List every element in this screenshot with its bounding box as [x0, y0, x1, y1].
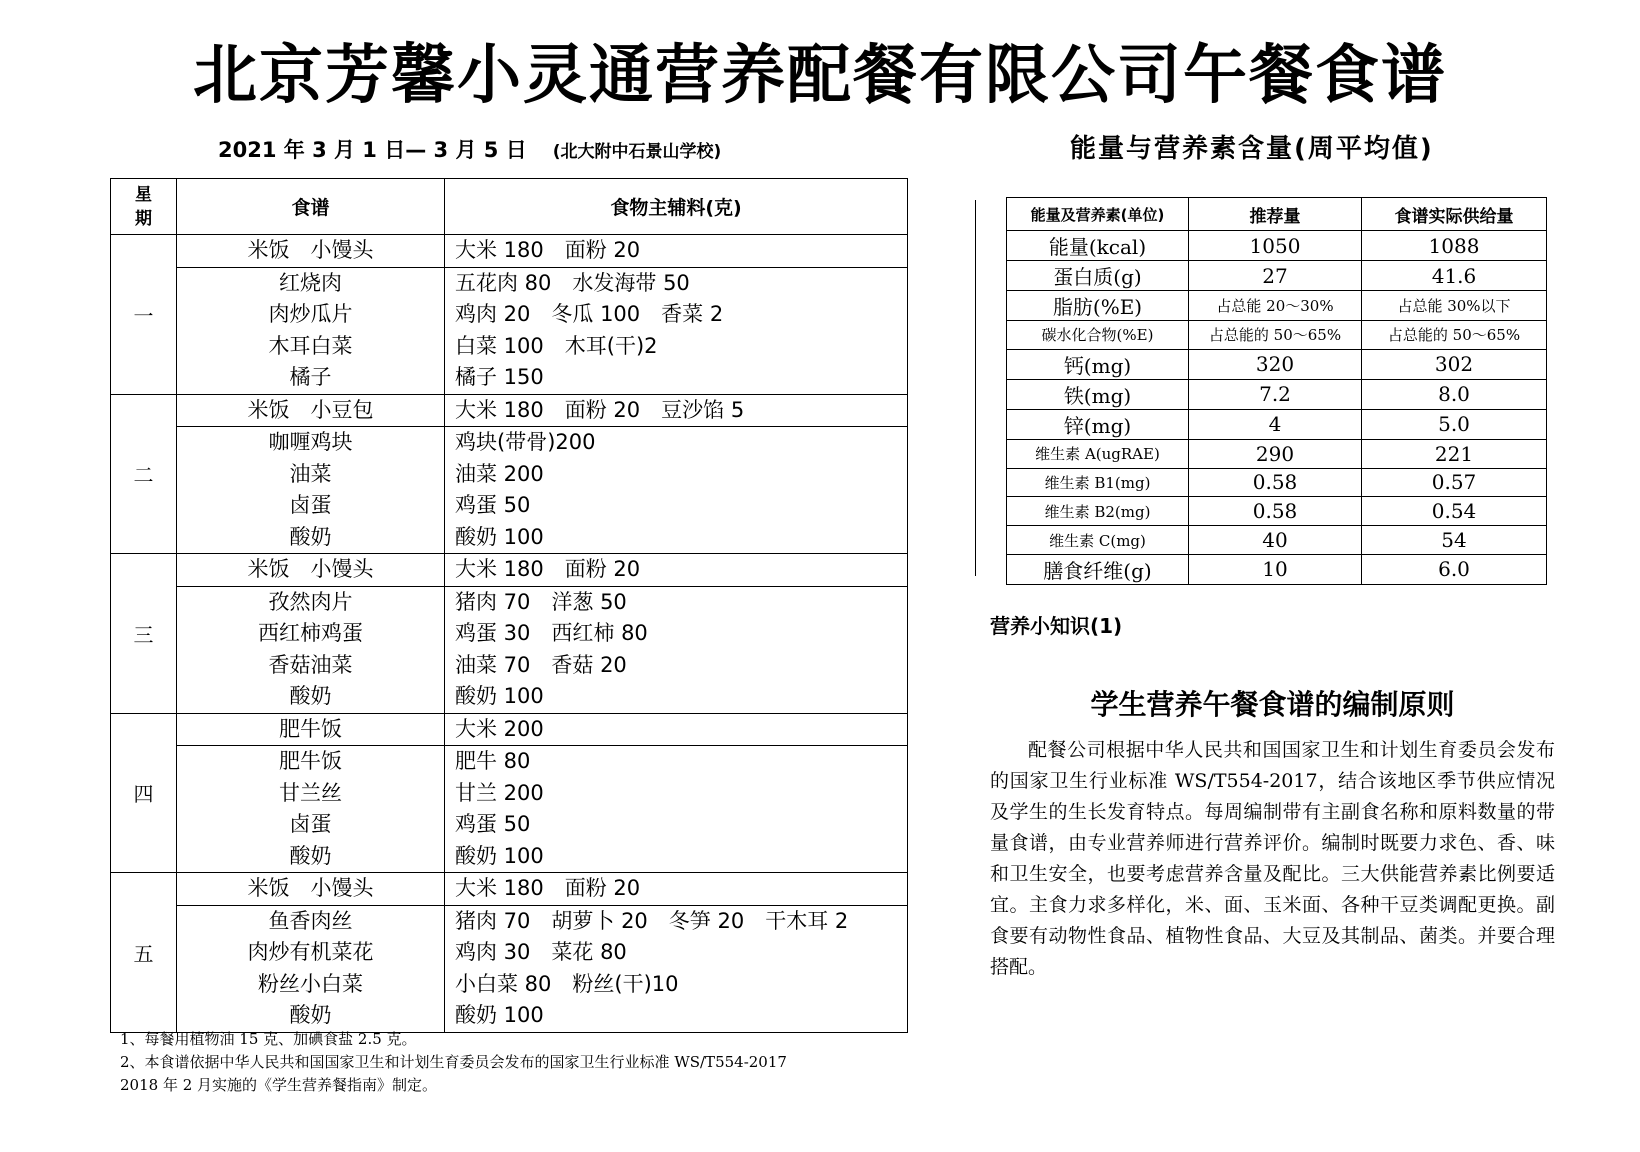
- recommended-value: 0.58: [1189, 468, 1362, 497]
- ingredients-cell: [445, 394, 908, 427]
- actual-value: 221: [1362, 439, 1547, 468]
- article-title: 学生营养午餐食谱的编制原则: [1090, 688, 1455, 721]
- dish-name: 红烧肉: [279, 270, 342, 295]
- dishes-cell: [177, 905, 445, 1032]
- actual-value: 8.0: [1362, 379, 1547, 409]
- ingredient-line: 鸡肉 30 菜花 80: [455, 940, 627, 964]
- nutrition-heading: 能量与营养素含量(周平均值): [1070, 134, 1434, 164]
- recommended-value: 290: [1189, 439, 1362, 468]
- ingredient-line: 五花肉 80 水发海带 50: [455, 270, 690, 295]
- dishes-cell: [177, 394, 445, 427]
- nutrient-name: 钙(mg): [1007, 349, 1189, 379]
- nutrition-header: 能量及营养素(单位): [1007, 198, 1189, 231]
- dish-name: 香菇油菜: [268, 652, 353, 677]
- ingredient-line: 橘子 150: [455, 365, 544, 389]
- ingredient-line: 酸奶 100: [455, 843, 544, 868]
- ingredient-line: 大米 180 面粉 20 豆沙馅 5: [455, 397, 745, 422]
- dish-name: 酸奶: [289, 684, 332, 708]
- dishes-cell: [177, 235, 445, 268]
- dish-name: 橘子: [289, 365, 332, 389]
- nutrition-row: [1007, 497, 1547, 526]
- menu-row: [111, 235, 908, 268]
- dish-name: 木耳白菜: [268, 333, 353, 358]
- day-cell: 三: [111, 554, 177, 714]
- ingredient-line: 大米 180 面粉 20: [455, 557, 641, 581]
- ingredients-cell: [445, 746, 908, 873]
- ingredient-line: 小白菜 80 粉丝(干)10: [455, 971, 679, 996]
- menu-row: [111, 873, 908, 906]
- actual-value: 54: [1362, 526, 1547, 555]
- dish-name: 酸奶: [289, 1003, 332, 1027]
- dish-name: 咖喱鸡块: [268, 430, 353, 454]
- menu-row: [111, 267, 908, 394]
- nutrient-name: 能量(kcal): [1007, 231, 1189, 261]
- actual-value: 占总能 30%以下: [1362, 291, 1547, 321]
- recommended-value: 7.2: [1189, 379, 1362, 409]
- nutrition-row: [1007, 291, 1547, 321]
- nutrient-name: 维生素 B2(mg): [1007, 497, 1189, 526]
- nutrition-row: [1007, 379, 1547, 409]
- footnote: 2018 年 2 月实施的《学生营养餐指南》制定。: [120, 1076, 438, 1094]
- nutrition-table: [1006, 197, 1547, 585]
- menu-table: [110, 178, 908, 1033]
- nutrient-name: 维生素 B1(mg): [1007, 468, 1189, 497]
- actual-value: 占总能的 50～65%: [1362, 321, 1547, 350]
- ingredient-line: 鸡块(带骨)200: [455, 430, 596, 454]
- article-body: 配餐公司根据中华人民共和国国家卫生和计划生育委员会发布的国家卫生行业标准 WS/T554-2017，结合该地区季节供应情况及学生的生长发育特点。每周编制带有主副食名称和原料数量的带量食谱，由专业营养师进行营养评价。编制时既要力求色、香、味和卫生安全，也要考虑营养含量及配比。三大供能营养素比例要适宜。主食力求多样化，米、面、玉米面、各种干豆类调配更换。副食要有动物性食品、植物性食品、大豆及其制品、菌类。并要合理搭配。: [990, 739, 1555, 978]
- footnote: 1、每餐用植物油 15 克、加碘食盐 2.5 克。: [120, 1030, 417, 1048]
- recommended-value: 0.58: [1189, 497, 1362, 526]
- dish-name: 卤蛋: [289, 493, 332, 517]
- dishes-cell: [177, 427, 445, 554]
- ingredients-cell: [445, 267, 908, 394]
- dish-name: 米饭 小豆包: [247, 397, 374, 422]
- nutrient-name: 脂肪(%E): [1007, 291, 1189, 321]
- actual-value: 302: [1362, 349, 1547, 379]
- dish-name: 米饭 小馒头: [247, 238, 374, 262]
- dishes-cell: [177, 746, 445, 873]
- nutrition-header: 推荐量: [1189, 198, 1362, 231]
- actual-value: 0.57: [1362, 468, 1547, 497]
- dishes-cell: [177, 267, 445, 394]
- recommended-value: 10: [1189, 554, 1362, 584]
- dish-name: 粉丝小白菜: [258, 971, 363, 996]
- menu-row: [111, 713, 908, 746]
- ingredient-line: 酸奶 100: [455, 524, 544, 549]
- ingredient-line: 肥牛 80: [455, 749, 531, 773]
- header-dishes: 食谱: [177, 179, 445, 235]
- menu-row: [111, 394, 908, 427]
- actual-value: 5.0: [1362, 409, 1547, 439]
- ingredient-line: 油菜 70 香菇 20: [455, 652, 627, 677]
- dish-name: 西红柿鸡蛋: [258, 621, 363, 645]
- ingredients-cell: [445, 554, 908, 587]
- recommended-value: 320: [1189, 349, 1362, 379]
- ingredient-line: 大米 200: [455, 716, 544, 741]
- ingredients-cell: [445, 713, 908, 746]
- recommended-value: 占总能 20～30%: [1189, 291, 1362, 321]
- ingredients-cell: [445, 905, 908, 1032]
- dishes-cell: [177, 554, 445, 587]
- ingredient-line: 猪肉 70 胡萝卜 20 冬笋 20 干木耳 2: [455, 908, 849, 933]
- ingredient-line: 大米 180 面粉 20: [455, 876, 641, 900]
- dish-name: 卤蛋: [289, 812, 332, 836]
- dish-name: 米饭 小馒头: [247, 876, 374, 900]
- ingredients-cell: [445, 586, 908, 713]
- ingredient-line: 鸡肉 20 冬瓜 100 香菜 2: [455, 302, 724, 326]
- ingredient-line: 白菜 100 木耳(干)2: [455, 333, 658, 358]
- day-cell: 五: [111, 873, 177, 1033]
- ingredients-cell: [445, 427, 908, 554]
- dish-name: 米饭 小馒头: [247, 557, 374, 581]
- nutrient-name: 碳水化合物(%E): [1007, 321, 1189, 350]
- recommended-value: 1050: [1189, 231, 1362, 261]
- nutrition-row: [1007, 468, 1547, 497]
- nutrient-name: 维生素 A(ugRAE): [1007, 439, 1189, 468]
- footnote: 2、本食谱依据中华人民共和国国家卫生和计划生育委员会发布的国家卫生行业标准 WS/T554-2017: [120, 1053, 787, 1071]
- day-cell: 四: [111, 713, 177, 873]
- actual-value: 6.0: [1362, 554, 1547, 584]
- page-title: 北京芳馨小灵通营养配餐有限公司午餐食谱: [193, 39, 1447, 113]
- nutrient-name: 膳食纤维(g): [1007, 554, 1189, 584]
- divider-line: [975, 200, 976, 576]
- ingredient-line: 鸡蛋 50: [455, 812, 531, 836]
- ingredient-line: 酸奶 100: [455, 684, 544, 708]
- recommended-value: 占总能的 50～65%: [1189, 321, 1362, 350]
- nutrient-name: 锌(mg): [1007, 409, 1189, 439]
- ingredient-line: 油菜 200: [455, 461, 544, 486]
- ingredient-line: 鸡蛋 30 西红柿 80: [455, 621, 648, 645]
- dish-name: 酸奶: [289, 524, 332, 549]
- nutrition-row: [1007, 231, 1547, 261]
- ingredient-line: 大米 180 面粉 20: [455, 238, 641, 262]
- date-line: [218, 134, 721, 164]
- recommended-value: 27: [1189, 261, 1362, 291]
- dish-name: 肉炒瓜片: [268, 302, 353, 326]
- actual-value: 41.6: [1362, 261, 1547, 291]
- dishes-cell: [177, 873, 445, 906]
- ingredients-cell: [445, 235, 908, 268]
- ingredient-line: 鸡蛋 50: [455, 493, 531, 517]
- actual-value: 0.54: [1362, 497, 1547, 526]
- school-name: (北大附中石景山学校): [552, 142, 722, 162]
- dish-name: 甘兰丝: [279, 780, 342, 805]
- menu-row: [111, 586, 908, 713]
- dish-name: 油菜: [289, 461, 332, 486]
- tip-label: 营养小知识(1): [990, 614, 1123, 638]
- dishes-cell: [177, 713, 445, 746]
- dish-name: 肥牛饭: [279, 716, 342, 741]
- ingredient-line: 甘兰 200: [455, 780, 544, 805]
- ingredients-cell: [445, 873, 908, 906]
- nutrient-name: 蛋白质(g): [1007, 261, 1189, 291]
- nutrition-row: [1007, 349, 1547, 379]
- dish-name: 鱼香肉丝: [268, 908, 353, 933]
- menu-row: [111, 427, 908, 554]
- date-range: 2021 年 3 月 1 日— 3 月 5 日: [218, 138, 527, 162]
- actual-value: 1088: [1362, 231, 1547, 261]
- header-ingredients: 食物主辅料(克): [445, 179, 908, 235]
- menu-row: [111, 554, 908, 587]
- dish-name: 酸奶: [289, 843, 332, 868]
- menu-row: [111, 746, 908, 873]
- nutrition-row: [1007, 439, 1547, 468]
- nutrition-header-row: [1007, 198, 1547, 231]
- nutrition-row: [1007, 321, 1547, 350]
- dish-name: 肥牛饭: [279, 749, 342, 773]
- header-day: 星期: [111, 179, 177, 235]
- menu-row: [111, 905, 908, 1032]
- footnotes: [120, 1028, 787, 1097]
- recommended-value: 4: [1189, 409, 1362, 439]
- ingredient-line: 酸奶 100: [455, 1003, 544, 1027]
- day-cell: 一: [111, 235, 177, 395]
- nutrient-name: 维生素 C(mg): [1007, 526, 1189, 555]
- nutrient-name: 铁(mg): [1007, 379, 1189, 409]
- nutrition-header: 食谱实际供给量: [1362, 198, 1547, 231]
- day-cell: 二: [111, 394, 177, 554]
- ingredient-line: 猪肉 70 洋葱 50: [455, 589, 627, 614]
- nutrition-row: [1007, 554, 1547, 584]
- nutrition-row: [1007, 526, 1547, 555]
- dishes-cell: [177, 586, 445, 713]
- dish-name: 肉炒有机菜花: [247, 940, 374, 964]
- recommended-value: 40: [1189, 526, 1362, 555]
- dish-name: 孜然肉片: [268, 589, 353, 614]
- menu-header-row: [111, 179, 908, 235]
- nutrition-row: [1007, 261, 1547, 291]
- nutrition-row: [1007, 409, 1547, 439]
